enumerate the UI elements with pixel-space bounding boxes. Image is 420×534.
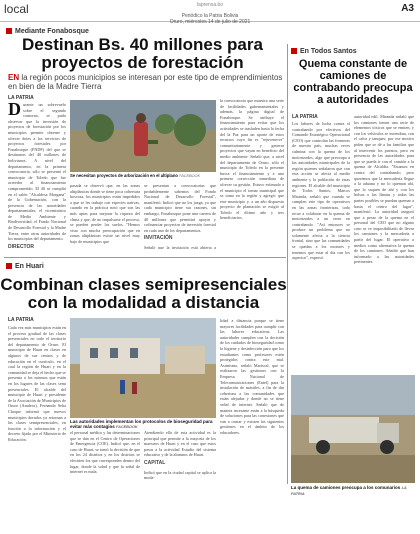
story1-kicker <box>6 28 89 35</box>
photo-credit: LA PATRIA <box>291 486 407 497</box>
story1-kicker-text: Mediante Fonabosque <box>15 28 89 35</box>
drop-cap: D <box>8 102 21 119</box>
sidebar-kicker <box>291 48 357 55</box>
story1-column-4 <box>220 98 284 249</box>
kicker-bar <box>6 28 12 34</box>
sidebar-photo <box>291 375 415 483</box>
sidebar-paragraph: autoridad edil. Miranda señaló que los camiones tienen una serie de elementos tóxicos que se emiten, y con los vehículos se incendian, con el calor y tanques; por ese motivo piden que se dé a las familias que al intervenir los puestos, pero en presencia de las autoridades para que se pueda ir con el camión a la quema de Alcaldía. "Estamos en contra del contrabando, pero queremos que la mercadería llegue a la aduana y no lo queman ahí, que lo saquen de ahí y con los bolsas o las llantas y todas las partes posibles se puedan quemar a hasta el centro del lugar", manifestó. La autoridad aseguró que a pesar de la quema en el personal del CEO que no alguno caso se ve imposibilitado de llevar los camiones y la mercadería a partir del lugar. El operativo a medios como alternativa la quema de los camiones. Añadió que han informado a las autoridades pertinentes. <box>354 114 414 265</box>
story1-byline: LA PATRIA <box>8 95 34 101</box>
story2-photo <box>70 318 216 418</box>
sidebar-photo-caption <box>291 485 415 498</box>
kicker-bar <box>291 48 297 54</box>
masthead <box>0 2 420 8</box>
forest-photo-illustration <box>70 100 216 172</box>
story1-deck <box>8 73 283 91</box>
story2-subhead: CAPITAL <box>144 459 166 466</box>
story2-column-1 <box>8 325 66 525</box>
story2-headline: Combinan clases semipresenciales con la modalidad a distancia <box>0 275 287 312</box>
story2-paragraph: el personal médico y las determinaciones que se dan en el Centro de Operaciones de Emergencia (COE). Indicó que, en el caso de Huari, se tomó la decisión de que en los 24 distritos y en los distritos se efectúen los que corresponden dentro del lugar, donde la salud y que la señal de internet es mala. <box>70 430 140 475</box>
story1-paragraph: pasada se observó que, en las zonas altiplánicas donde se tiene poca cobertura boscosa, los municipios están impedidos a que se les trabaje con especies nativas, cuando en la práctica notó que son las más aptas para mejorar la riqueza del clima y que, de no impulsarse el proceso, se pueden perder los suelos. "Hemos visto con mucha preocupación que en zonas altiplánicas existe un nivel muy bajo de municipios que <box>70 183 140 244</box>
story2-kicker <box>6 263 44 270</box>
story1-column-3 <box>144 183 216 249</box>
school-photo-illustration <box>70 318 216 418</box>
story2-column-4 <box>220 318 284 525</box>
masthead-line-2: Periódico la Patria Bolivia <box>181 13 239 19</box>
deck-lead: EN <box>8 73 20 82</box>
page-header <box>0 0 420 25</box>
deck-text: la región pocos municipios se interesan por este tipo de emprendimientos en bien de la Madre Tierra <box>8 73 283 91</box>
date-text: Oruro, miércoles 14 de julio de 2021 <box>169 19 251 25</box>
sidebar-kicker-text: En Todos Santos <box>300 48 357 55</box>
dateline <box>0 13 420 25</box>
story1-photo <box>70 100 216 172</box>
story1-paragraph: Señaló que la invitación está abierta a <box>144 244 216 249</box>
sidebar-headline: Quema constante de camiones de contrabando preocupa a autoridades <box>293 58 413 106</box>
sidebar-column-1 <box>292 121 350 371</box>
story1-column-2 <box>70 183 140 249</box>
story2-paragraph: Indicó que en la ciudad capital se aplica la moda- <box>144 469 216 481</box>
section-name: local <box>4 2 29 16</box>
story1-paragraph: la convocatoria que muestra una serie de facilidades gubernamentales y además, la página digital de Fonabosque. Se atribuye el financiamiento para evitar que los actividades se trasladen hasta la fecha del la Paz para un aporte de estos recursos cuyo fin es "rejuvenecer" comunitariamente y generar proyectos que vayan en beneficio del medio ambiente. Señaló que, a nivel del departamento de Oruro, sólo el municipio de Toledo en la presente busca el financiamiento y a uno primero corrección inmediata de ofrecer su gestión. Estuvo estimado a el municipio el tomar municipal que se toma en la región y agregó: que este municipio y, a un año dispuesto proyecto de plantación se exigió al Toledo el último año y tres beneficiarios. <box>220 98 284 221</box>
page-number: A3 <box>401 3 414 14</box>
masthead-line-1: laprensa.bo <box>196 2 224 8</box>
column-divider <box>287 44 288 484</box>
story1-column-1 <box>8 102 66 249</box>
story2-byline: LA PATRIA <box>8 317 34 323</box>
caption-text: Las autoridades implementan los protocolos de bioseguridad para evitar más contagios <box>70 419 213 430</box>
story2-column-2 <box>70 430 140 525</box>
story1-paragraph: urante un sobrevuelo sobre el segundo contorno, se pudo observar que la inversión de proyectos de forestación por los municipios permite obtener y ofrecer dotes a los servicios de proyectos forestales por Fonabosque (FNDF) del que se destinaron del 40 millones de bolivianos. A nivel del departamento, en la primera convocatoria, sólo se presentó el municipio de Toledo que fue acreedor al financiamiento comprometido. El 40 se cumplió en el salón "Alcaldesa Morgana" de la Gobernación, con la presencia de las autoridades departamentales, el viceministro de Medio Ambiente y Biodiversidad, el Fondo Nacional de Desarrollo Forestal y la Madre Tierra, entre otras autoridades de los municipios del departamento. <box>8 102 66 242</box>
truck-photo-illustration <box>291 375 415 483</box>
story2-paragraph: lidad a distancia porque se tiene mayores facilidades para cumplir con las labores educativas. Las autoridades cumplen con la decisión de los cuidados de bioseguridad como la higiene y desinfección para que los estudiantes como profesores estén protegidos contra este mal. Asimismo, señaló Mariscal, que se realizaron las gestiones con la Empresa Nacional de Telecomunicaciones (Entel) para la instalación de mástiles, a fin de dar cobertura a las comunidades que están alejadas y donde no se tiene señal de internet. Señaló que de manera incesante están a la búsqueda de soluciones para las conexiones que van a contar y existen las siguientes gestiones en el ámbito de los educadores. <box>220 318 284 435</box>
story1-paragraph: se presentan a convocatorias que probablemente sabemos del Fondo Nacional de Desarrollo Forestal", manifestó. Indicó que no los juzga, ya que cada municipio tiene sus razones, sin embargo, Fonabosque pone una cartera de 40 millones que permitirá apoyar y cofinanciar proyectos de inversión forestal en cada uno de los departamentos. <box>144 183 216 233</box>
photo-credit: FACEBOOK <box>116 425 138 430</box>
story1-subhead: DIRECTOR <box>8 243 35 249</box>
sidebar-column-2 <box>354 114 414 371</box>
photo-credit: FACEBOOK <box>179 174 200 178</box>
story1-subhead: INVITACIÓN <box>144 235 173 242</box>
section-divider <box>4 257 286 258</box>
kicker-bar <box>6 263 12 269</box>
sidebar-paragraph: Los labores de lucha contra el contrabando por efectivos del Comando Estratégico Operacional (CEO) que controlan las fronteras de nuestro país, muchas veces culmina con la quema de los motorizados, algo que preocupa a las autoridades municipales de la región quienes señalaron que con esta acción se afecta al medio ambiente y la población de estas regiones. El alcalde del municipio de Todos Santos, Marcos Miranda, señaló que cuando se cumplen este tipo de operativos en las zonas fronterizas, todo recae a colaborar en la quema de motorizados a un cerro en contrabando. "Así entonces se produce un problema que no solamente afecta a la ciencia frontal, sino que las comunidades se quedan a los motores y tenemos que estar al día con los aspectos", expresó. <box>292 121 350 261</box>
story2-paragraph: Atendiendo ello de esta actividad es la principal que permite a la mayoría de los maestros de Huari y en el caso que estos pasos a la actividad Estudio del sistema educativo y de la alumnos de Huari. <box>144 430 216 458</box>
story2-kicker-text: En Huari <box>15 263 44 270</box>
story1-photo-caption <box>70 173 216 179</box>
story2-column-3 <box>144 430 216 525</box>
caption-text: La quema de camiones preocupa a los comunarios <box>291 485 401 490</box>
story1-headline: Destinan Bs. 40 millones para proyectos de forestación <box>22 35 263 72</box>
story2-paragraph: Cada vez más municipios están en el proceso gradual de las clases presenciales en todo el territorio del departamento de Oruro. El municipio de Huari en clases en algunos de sus centros y de educación en el currículo, en el cual la región de Huari y en la comunidad se deja el hecho que se presenta a los mismos que están en los lugares de las clases semi presenciales. El alcalde del municipio de Huari y presidente de la Asociación de Municipios de Oruro (Amdeor), Fernando Seba Choque informó que nuevos municipios dorados ya retornan a las clases semipresenciales, en función a la información y el decreto fijado por el Ministerio de Educación. <box>8 325 66 442</box>
sidebar-byline: LA PATRIA <box>292 114 318 120</box>
caption-text: Se necesitan proyectos de arborización en el altiplano <box>70 173 178 178</box>
